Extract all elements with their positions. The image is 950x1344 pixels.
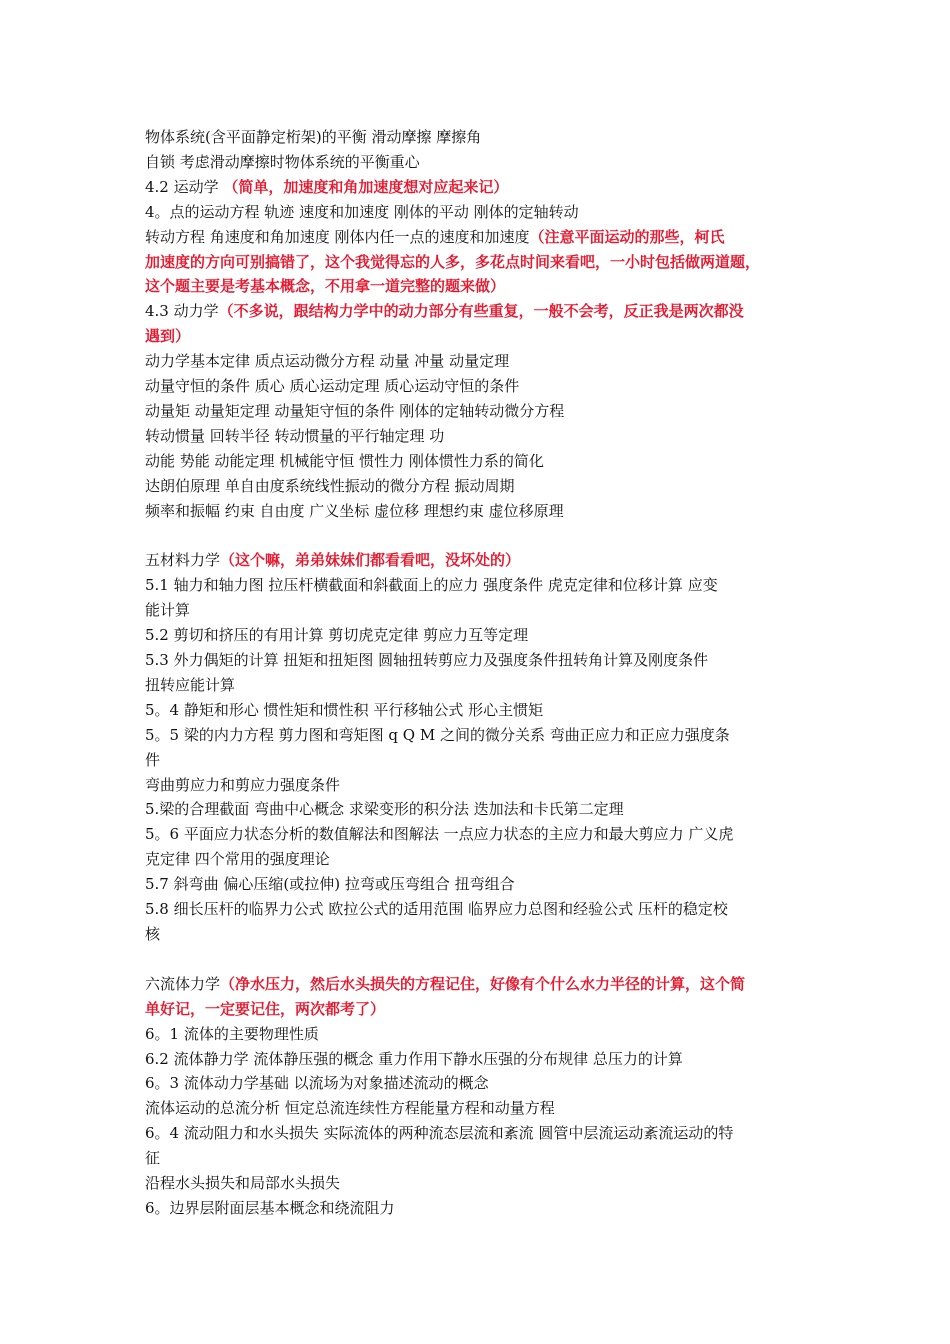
text-line: [145, 299, 825, 324]
text-line: [145, 1121, 825, 1146]
body-text: 克定律 四个常用的强度理论: [145, 850, 330, 869]
text-line: [145, 648, 825, 673]
text-line: [145, 324, 825, 349]
body-text: 5.梁的合理截面 弯曲中心概念 求梁变形的积分法 迭加法和卡氏第二定理: [145, 800, 624, 819]
text-line: [145, 922, 825, 947]
text-line: [145, 673, 825, 698]
body-text: 6。边界层附面层基本概念和绕流阻力: [145, 1198, 395, 1217]
body-text: 动量矩 动量矩定理 动量矩守恒的条件 刚体的定轴转动微分方程: [145, 401, 565, 420]
text-line: [145, 573, 825, 598]
body-text: 流体运动的总流分析 恒定总流连续性方程能量方程和动量方程: [145, 1099, 555, 1118]
text-line: [145, 773, 825, 798]
body-text: 5。5 梁的内力方程 剪力图和弯矩图 q Q M 之间的微分关系 弯曲正应力和正应力强度条: [145, 725, 730, 744]
blank-line: [145, 947, 825, 972]
text-line: [145, 274, 825, 299]
text-line: [145, 449, 825, 474]
text-line: [145, 1196, 825, 1221]
annotation-text: （净水压力，然后水头损失的方程记住，好像有个什么水力半径的计算，这个简: [220, 974, 746, 993]
body-text: 沿程水头损失和局部水头损失: [145, 1174, 341, 1193]
text-line: [145, 797, 825, 822]
text-line: [145, 474, 825, 499]
body-text: 6.2 流体静力学 流体静压强的概念 重力作用下静水压强的分布规律 总压力的计算: [145, 1049, 683, 1068]
body-text: 物体系统(含平面静定桁架)的平衡 滑动摩擦 摩擦角: [145, 128, 482, 146]
annotation-text: 加速度的方向可别搞错了，这个我觉得忘的人多，多花点时间来看吧，一小时包括做两道题，: [145, 252, 761, 271]
body-text: 达朗伯原理 单自由度系统线性振动的微分方程 振动周期: [145, 476, 515, 495]
annotation-text: 遇到）: [145, 327, 191, 346]
body-text: 5.3 外力偶矩的计算 扭矩和扭矩图 圆轴扭转剪应力及强度条件扭转角计算及刚度条件: [145, 651, 709, 670]
body-text: 动量守恒的条件 质心 质心运动定理 质心运动守恒的条件: [145, 377, 520, 396]
body-text: 六流体力学: [145, 974, 221, 993]
text-line: [145, 1071, 825, 1096]
document-body: [145, 125, 825, 1221]
text-line: [145, 897, 825, 922]
text-line: [145, 972, 825, 997]
text-line: [145, 125, 825, 150]
text-line: [145, 1047, 825, 1072]
body-text: 6。4 流动阻力和水头损失 实际流体的两种流态层流和紊流 圆管中层流运动紊流运动的特: [145, 1124, 734, 1143]
body-text: 4.2 运动学: [145, 177, 224, 196]
text-line: [145, 748, 825, 773]
body-text: 征: [145, 1149, 161, 1168]
body-text: 4.3 动力学: [145, 302, 219, 321]
body-text: 扭转应能计算: [145, 675, 236, 694]
body-text: 件: [145, 750, 161, 769]
text-line: [145, 424, 825, 449]
text-line: [145, 1146, 825, 1171]
body-text: 5.1 轴力和轴力图 拉压杆横截面和斜截面上的应力 强度条件 虎克定律和位移计算 应变: [145, 576, 718, 595]
body-text: 核: [145, 924, 161, 943]
text-line: [145, 1022, 825, 1047]
body-text: 五材料力学: [145, 551, 221, 570]
annotation-text: 单好记，一定要记住，两次都考了）: [145, 999, 386, 1018]
text-line: [145, 499, 825, 524]
text-line: [145, 349, 825, 374]
text-line: [145, 698, 825, 723]
text-line: [145, 399, 825, 424]
text-line: [145, 225, 825, 250]
text-line: [145, 623, 825, 648]
body-text: 转动惯量 回转半径 转动惯量的平行轴定理 功: [145, 426, 445, 445]
body-text: 6。1 流体的主要物理性质: [145, 1024, 319, 1043]
text-line: [145, 175, 825, 200]
text-line: [145, 200, 825, 225]
body-text: 自锁 考虑滑动摩擦时物体系统的平衡重心: [145, 152, 420, 171]
text-line: [145, 872, 825, 897]
blank-line: [145, 524, 825, 549]
body-text: 5.7 斜弯曲 偏心压缩(或拉伸) 拉弯或压弯组合 扭弯组合: [145, 875, 515, 894]
text-line: [145, 822, 825, 847]
body-text: 转动方程 角速度和角加速度 刚体内任一点的速度和加速度: [145, 227, 530, 246]
body-text: 6。3 流体动力学基础 以流场为对象描述流动的概念: [145, 1074, 489, 1093]
body-text: 4。点的运动方程 轨迹 速度和加速度 刚体的平动 刚体的定轴转动: [145, 202, 579, 221]
body-text: 5。6 平面应力状态分析的数值解法和图解法 一点应力状态的主应力和最大剪应力 广义虎: [145, 825, 734, 844]
annotation-text: （这个嘛，弟弟妹妹们都看看吧，没坏处的）: [220, 551, 521, 570]
text-line: [145, 250, 825, 275]
body-text: 动力学基本定律 质点运动微分方程 动量 冲量 动量定理: [145, 352, 510, 371]
text-line: [145, 598, 825, 623]
text-line: [145, 723, 825, 748]
body-text: 动能 势能 动能定理 机械能守恒 惯性力 刚体惯性力系的简化: [145, 451, 544, 470]
text-line: [145, 997, 825, 1022]
text-line: [145, 1171, 825, 1196]
body-text: 5.2 剪切和挤压的有用计算 剪切虎克定律 剪应力互等定理: [145, 626, 529, 645]
body-text: 频率和振幅 约束 自由度 广义坐标 虚位移 理想约束 虚位移原理: [145, 501, 564, 520]
body-text: 5.8 细长压杆的临界力公式 欧拉公式的适用范围 临界应力总图和经验公式 压杆的稳定校: [145, 900, 728, 919]
annotation-text: （简单，加速度和角加速度想对应起来记）: [223, 177, 509, 196]
text-line: [145, 374, 825, 399]
text-line: [145, 1096, 825, 1121]
annotation-text: 这个题主要是考基本概念，不用拿一道完整的题来做）: [145, 277, 506, 296]
annotation-text: （注意平面运动的那些，柯氏: [529, 227, 725, 246]
body-text: 5。4 静矩和形心 惯性矩和惯性积 平行移轴公式 形心主惯矩: [145, 700, 544, 719]
text-line: [145, 847, 825, 872]
text-line: [145, 150, 825, 175]
body-text: 能计算: [145, 601, 191, 620]
body-text: 弯曲剪应力和剪应力强度条件: [145, 775, 341, 794]
annotation-text: （不多说，跟结构力学中的动力部分有些重复，一般不会考，反正我是两次都没: [218, 302, 744, 321]
text-line: [145, 548, 825, 573]
